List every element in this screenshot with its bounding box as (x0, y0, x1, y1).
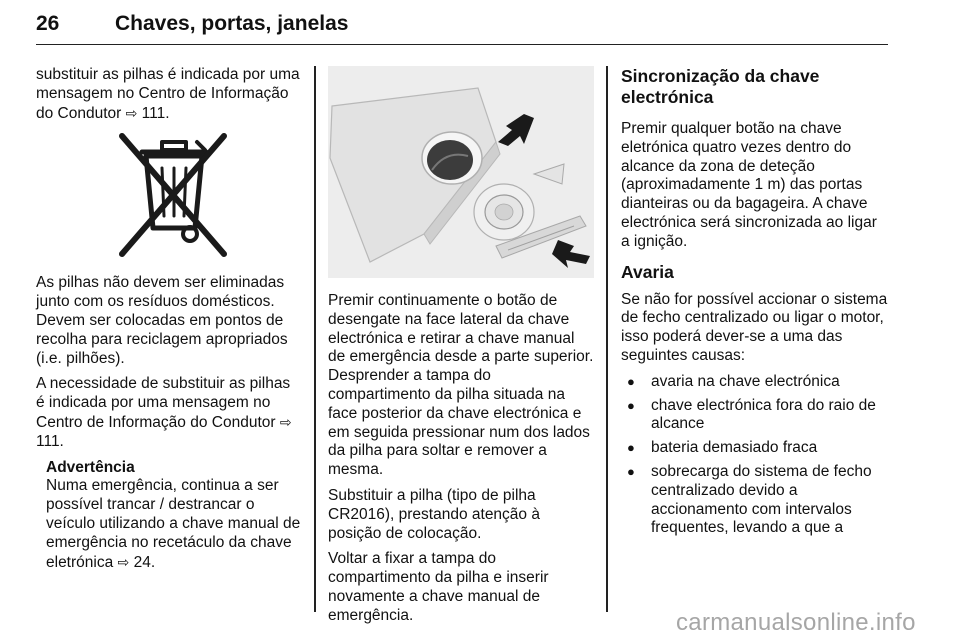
warning-title: Advertência (46, 458, 135, 476)
warning-text: Numa emergência, continua a ser possível trancar / destrancar o veículo utilizando a chave manual de emergência no recetáculo da chave eletrónica ⇨ 24. (46, 477, 301, 571)
chapter-title: Chaves, portas, janelas (115, 12, 349, 35)
paragraph: substituir as pilhas é indicada por uma mensagem no Centro de Informação do Condutor ⇨ 111. (36, 66, 300, 122)
column-divider-1 (314, 66, 316, 612)
page-ref-arrow-icon: ⇨ (117, 553, 130, 570)
page-ref-arrow-icon: ⇨ (279, 413, 292, 430)
column-divider-2 (606, 66, 608, 612)
list-item: ● sobrecarga do sistema de fecho centralizado devido a accionamento com intervalos frequentes, levando a que a (621, 463, 889, 538)
page-ref-arrow-icon: ⇨ (125, 104, 138, 121)
column-2 (328, 66, 594, 633)
section-heading: Sincronização da chave electrónica (621, 66, 820, 107)
column-1 (36, 66, 302, 572)
paragraph: Se não for possível accionar o sistema de fecho centralizado ou ligar o motor, isso poderá dever-se a uma das seguintes causas: (621, 290, 888, 364)
section-heading: Avaria (621, 261, 674, 282)
page-number: 26 (36, 12, 60, 35)
paragraph: Voltar a fixar a tampa do compartimento da pilha e inserir novamente a chave manual de emergência. (328, 550, 549, 624)
paragraph: Premir continuamente o botão de desengate na face lateral da chave electrónica e retirar a chave manual de emergência desde a parte superior. Desprender a tampa do compartimento da pilha situada na face posterior da chave electrónica e em seguida pressionar num dos lados da pilha para soltar e remover a mesma. (328, 292, 594, 479)
page-header (36, 6, 888, 45)
list-item: ● avaria na chave electrónica (621, 373, 889, 392)
paragraph: As pilhas não devem ser eliminadas junto com os resíduos domésticos. Devem ser colocadas em pontos de recolha para reciclagem apropriados (i.e. pilhões). (36, 274, 288, 367)
paragraph: Substituir a pilha (tipo de pilha CR2016), prestando atenção à posição de colocação. (328, 486, 540, 542)
paragraph: Premir qualquer botão na chave eletrónica quatro vezes dentro do alcance da zona de deteção (aproximadamente 1 m) das portas dianteiras ou da bagageira. A chave electrónica será sincronizada ao ligar a ignição. (621, 120, 877, 250)
page-ref-link[interactable]: 111. (36, 432, 64, 450)
warning-box (46, 459, 302, 573)
paragraph: A necessidade de substituir as pilhas é indicada por uma mensagem no Centro de Informação do Condutor ⇨ 111. (36, 375, 292, 450)
list-item: ● bateria demasiado fraca (621, 439, 889, 458)
key-card-battery-illustration (328, 66, 594, 278)
list-item: ● chave electrónica fora do raio de alcance (621, 397, 889, 435)
crossed-out-wheelie-bin-icon (36, 130, 302, 260)
page-ref-link[interactable]: 111. (141, 104, 170, 122)
watermark: carmanualsonline.info (676, 609, 916, 636)
bullet-list (621, 373, 889, 538)
page-ref-link[interactable]: 24. (133, 553, 156, 571)
column-3 (621, 66, 889, 543)
